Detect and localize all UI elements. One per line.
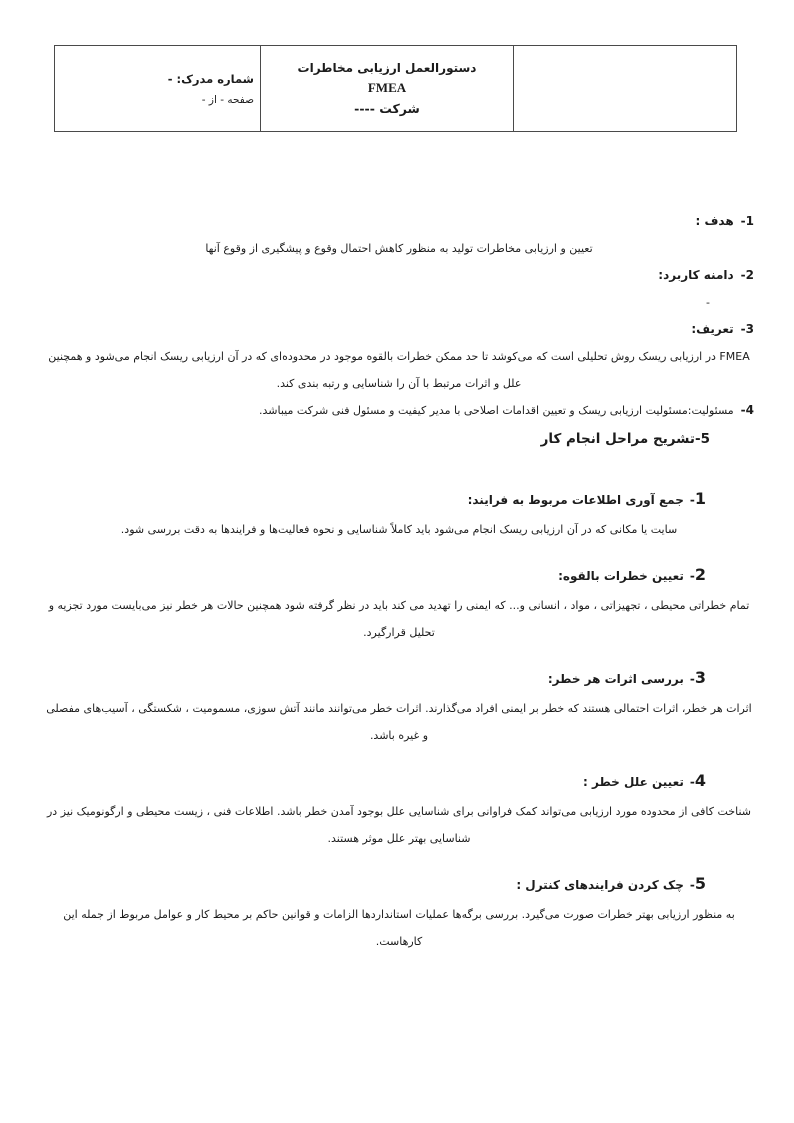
step-body: به منظور ارزیابی بهتر خطرات صورت می‌گیرد. بررسی برگه‌ها عملیات استانداردها الزامات و قوانین حاکم بر محیط کار و عوامل مربوط از جمله این کارهاست.	[63, 908, 735, 948]
section-title: تشریح مراحل انجام کار	[540, 431, 695, 447]
title-cell	[261, 46, 514, 132]
section-goal-heading	[44, 208, 754, 235]
section-number: 2-	[740, 268, 754, 282]
section-responsibility	[44, 397, 754, 424]
step-1	[44, 484, 754, 543]
doc-number: شماره مدرک: -	[167, 71, 254, 86]
doc-info-cell	[55, 46, 261, 132]
step-title: جمع آوری اطلاعات مربوط به فرایند:	[467, 493, 684, 507]
step-title: بررسی اثرات هر خطر:	[547, 672, 684, 686]
step-heading	[44, 766, 754, 798]
section-definition-body: FMEA در ارزیابی ریسک روش تحلیلی است که می‌کوشد تا حد ممکن خطرات بالقوه موجود در محدوده‌ای که در آن ارزیابی ریسک انجام می‌شود و همچنین علل و اثرات مرتبط با آن را شناسایی و رتبه بندی کند.	[48, 350, 750, 390]
section-number: 5-	[694, 431, 710, 447]
step-number: 1	[694, 489, 706, 508]
step-heading	[44, 560, 754, 592]
step-3	[44, 663, 754, 749]
step-separator: -	[689, 775, 695, 789]
company-line: شرکت ----	[354, 100, 420, 116]
section-text: مسئولیت:مسئولیت ارزیابی ریسک و تعیین اقدامات اصلاحی با مدیر کیفیت و مسئول فنی شرکت میباشد.	[259, 404, 734, 417]
step-5	[44, 869, 754, 955]
step-2	[44, 560, 754, 646]
step-separator: -	[689, 569, 695, 583]
step-title: تعیین علل خطر :	[583, 775, 684, 789]
header-table	[54, 45, 737, 132]
step-body: تمام خطراتی محیطی ، تجهیزاتی ، مواد ، انسانی و... که ایمنی را تهدید می کند باید در نظر گرفته شود همچنین حالات هر خطر نیز می‌بایست مورد تجزیه و تحلیل قرارگیرد.	[48, 599, 750, 639]
page-info: صفحه - از -	[201, 93, 254, 106]
step-body: اثرات هر خطر، اثرات احتمالی هستند که خطر بر ایمنی افراد می‌گذارند. اثرات خطر می‌توانند مانند آتش سوزی، مسمومیت ، شکستگی ، آسیب‌های مفصلی و غیره باشد.	[46, 702, 752, 742]
step-number: 3	[694, 668, 706, 687]
step-separator: -	[689, 672, 695, 686]
section-definition-heading	[44, 316, 754, 343]
section-procedure-heading	[44, 424, 754, 454]
section-scope-heading	[44, 262, 754, 289]
section-scope-body: -	[706, 296, 710, 309]
fmea-title: FMEA	[367, 79, 407, 95]
header-row	[55, 46, 737, 132]
logo-cell	[514, 46, 737, 132]
section-title: هدف :	[695, 214, 734, 228]
step-body: شناخت کافی از محدوده مورد ارزیابی می‌تواند کمک فراوانی برای شناسایی علل بوجود آمدن خطر باشد. اطلاعات فنی ، زیست محیطی و ارگونومیک نیز در شناسایی بهتر علل موثر هستند.	[47, 805, 751, 845]
step-separator: -	[689, 493, 695, 507]
step-title: چک کردن فرایندهای کنترل :	[516, 878, 684, 892]
section-number: 3-	[740, 322, 754, 336]
document-body	[44, 208, 754, 955]
step-separator: -	[689, 878, 695, 892]
step-heading	[44, 869, 754, 901]
step-body: سایت یا مکانی که در آن ارزیابی ریسک انجام می‌شود باید کاملاً شناسایی و نحوه فعالیت‌ها و فرایندها به دقت بررسی شود.	[120, 523, 678, 536]
document-title: دستورالعمل ارزیابی مخاطرات	[297, 60, 477, 75]
procedure-steps	[44, 484, 754, 955]
step-number: 5	[694, 874, 706, 893]
step-4	[44, 766, 754, 852]
step-number: 4	[694, 771, 706, 790]
section-title: دامنه کاربرد:	[658, 268, 734, 282]
step-heading	[44, 484, 754, 516]
section-title: تعریف:	[691, 322, 734, 336]
step-heading	[44, 663, 754, 695]
section-goal-body: تعیین و ارزیابی مخاطرات تولید به منظور کاهش احتمال وقوع و پیشگیری از وقوع آنها	[205, 242, 593, 255]
section-number: 1-	[740, 214, 754, 228]
step-title: تعیین خطرات بالقوه:	[558, 569, 684, 583]
section-number: 4-	[740, 403, 754, 417]
step-number: 2	[694, 565, 706, 584]
